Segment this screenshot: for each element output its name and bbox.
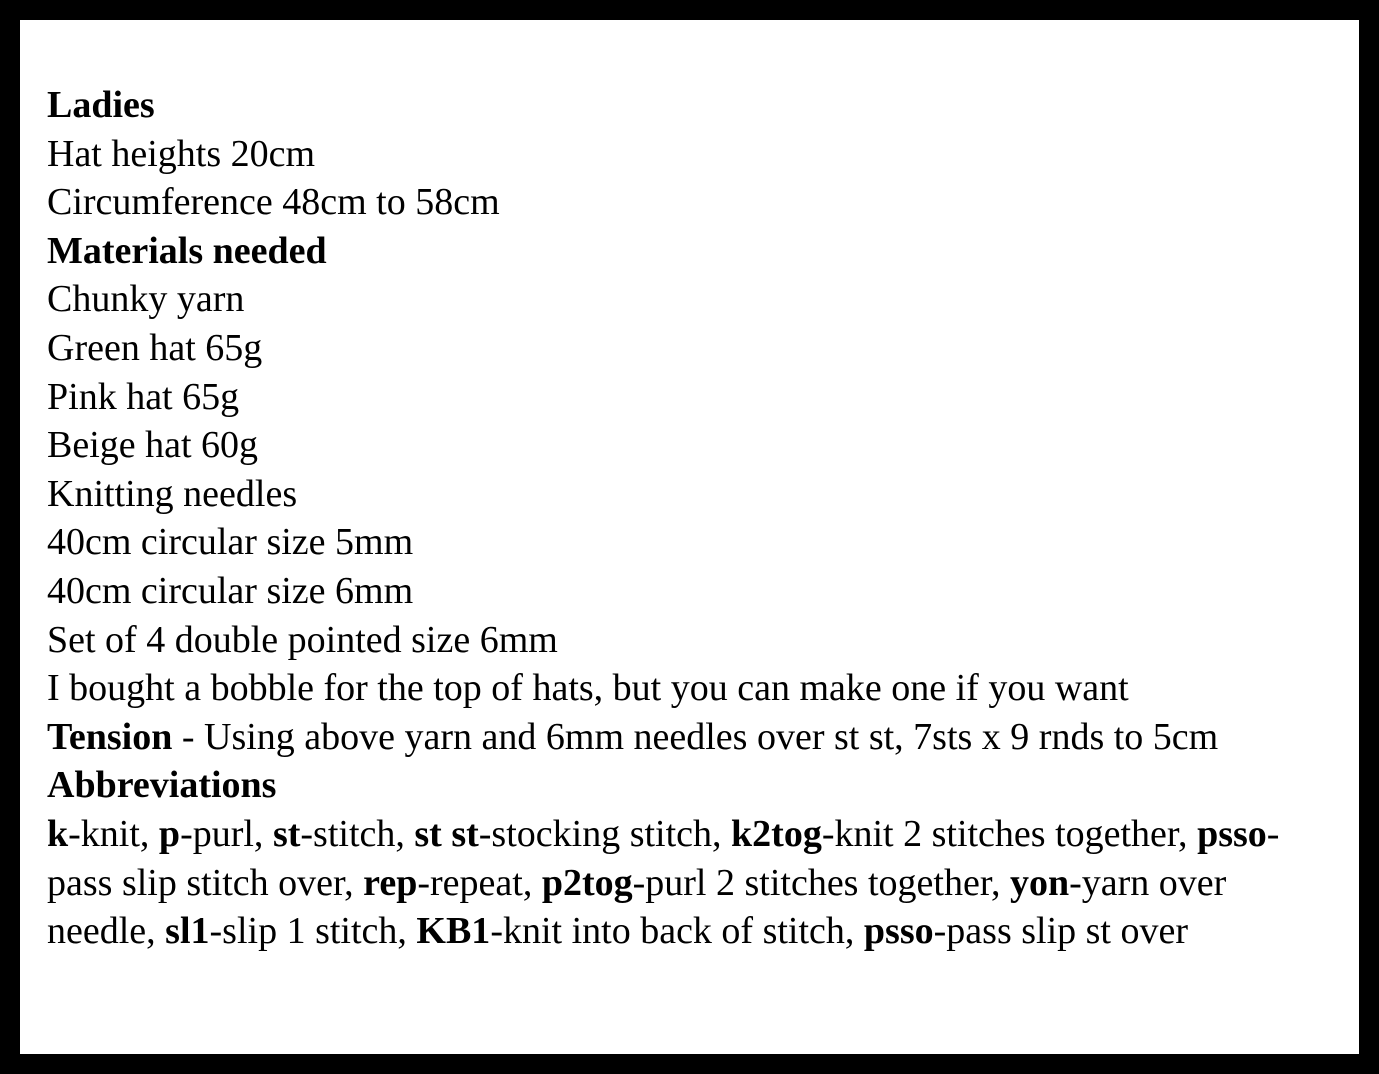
abbr-term: yon (1009, 861, 1070, 904)
heading-materials: Materials needed (47, 229, 327, 272)
abbr-meaning: -repeat, (417, 861, 542, 904)
material-item: I bought a bobble for the top of hats, but you can make one if you want (47, 667, 1129, 710)
abbr-term: k (47, 812, 69, 855)
abbr-meaning: -stitch, (300, 812, 415, 855)
abbr-meaning: -pass slip st over (933, 910, 1189, 953)
heading-ladies: Ladies (47, 84, 155, 126)
tension-label: Tension (47, 715, 173, 758)
abbr-term: sl1 (165, 910, 210, 953)
abbr-meaning: -purl 2 stitches together, (632, 861, 1010, 904)
tension-paragraph (47, 713, 1317, 762)
material-item: Chunky yarn (47, 278, 245, 321)
material-item: 40cm circular size 6mm (47, 569, 414, 612)
abbr-meaning: -pass slip stitch over, (47, 812, 1280, 904)
abbr-meaning: -slip 1 stitch, (209, 910, 417, 953)
abbr-meaning: -stocking stitch, (478, 812, 732, 855)
abbr-term: p (158, 812, 181, 855)
tension-text: - Using above yarn and 6mm needles over st st, 7sts x 9 rnds to 5cm (172, 715, 1219, 758)
hat-height-text: Hat heights 20cm (47, 132, 316, 175)
material-item: Knitting needles (47, 472, 298, 515)
abbr-meaning: -purl, (180, 812, 273, 855)
abbr-meaning: -knit 2 stitches together, (821, 812, 1198, 855)
abbr-meaning: -knit, (68, 812, 159, 855)
abbr-term: st (272, 812, 301, 855)
abbr-meaning: -yarn over needle, (47, 861, 1227, 953)
material-item: 40cm circular size 5mm (47, 521, 414, 564)
abbr-term: rep (363, 861, 418, 904)
abbr-term: p2tog (541, 861, 633, 904)
circumference-text: Circumference 48cm to 58cm (47, 181, 500, 224)
abbr-term: psso (863, 910, 934, 953)
abbreviations-paragraph (47, 810, 1317, 956)
abbr-term: psso (1197, 812, 1267, 855)
abbr-term: k2tog (731, 812, 822, 855)
material-item: Pink hat 65g (47, 375, 240, 418)
material-item: Beige hat 60g (47, 424, 259, 467)
abbr-term: KB1 (416, 910, 491, 953)
abbr-meaning: -knit into back of stitch, (490, 910, 864, 953)
material-item: Green hat 65g (47, 326, 263, 369)
material-item: Set of 4 double pointed size 6mm (47, 618, 558, 661)
heading-abbreviations: Abbreviations (47, 764, 277, 807)
abbr-term: st st (414, 812, 479, 855)
document-page (20, 20, 1359, 1054)
